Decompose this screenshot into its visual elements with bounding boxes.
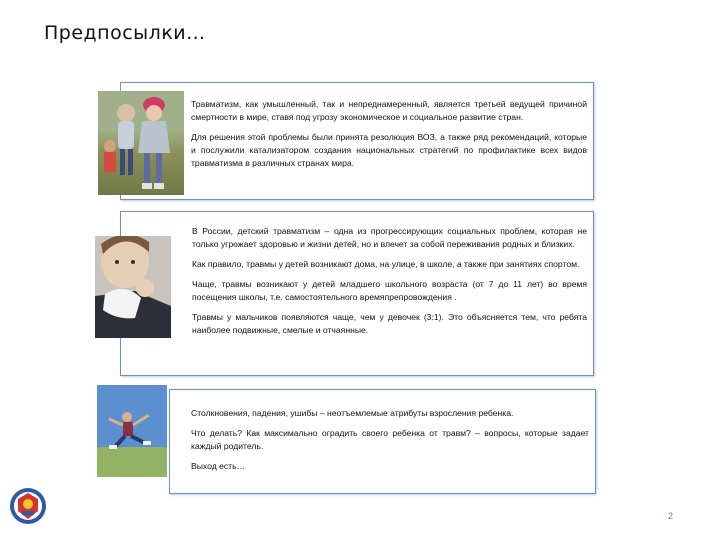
text-block-3: [169, 389, 596, 494]
paragraph: Столкновения, падения, ушибы – неотъемлемые атрибуты взросления ребенка.: [191, 408, 514, 418]
paragraph: Травматизм, как умышленный, так и непреднамеренный, является третьей ведущей причиной смертности в мире, ставя под угрозу экономическое и социальное развитие стран.: [191, 99, 587, 122]
paragraph: Чаще, травмы возникают у детей младшего школьного возраста (от 7 до 11 лет) во время посещения школы, т.е. самостоятельного времяпрепровождения .: [192, 279, 587, 302]
paragraph: Травмы у мальчиков появляются чаще, чем у девочек (3:1). Это объясняется тем, что ребята наиболее подвижные, смелые и отчаянные.: [192, 312, 587, 335]
text-block-1: [120, 82, 594, 200]
paragraph: Как правило, травмы у детей возникают дома, на улице, в школе, а также при занятиях спортом.: [192, 259, 580, 269]
organization-logo: [9, 487, 47, 525]
boy-jumping-photo: [97, 385, 167, 477]
slide-title: Предпосылки…: [44, 22, 206, 44]
paragraph: В России, детский травматизм – одна из прогрессирующих социальных проблем, которая не только угрожает здоровью и жизни детей, но и влечет за собой переживания родных и близких.: [192, 226, 587, 249]
paragraph: Что делать? Как максимально оградить своего ребенка от травм? – вопросы, которые задает каждый родитель.: [191, 428, 589, 451]
paragraph: Выход есть…: [191, 461, 246, 471]
text-block-2: [120, 211, 594, 376]
paragraph: Для решения этой проблемы были принята резолюция ВОЗ, а также ряд рекомендаций, которые и послужили катализатором создания национальных стратегий по профилактике всех видов травматизма в различных странах мира.: [191, 132, 587, 168]
page-number: 2: [668, 511, 674, 521]
child-with-cast-photo: [95, 236, 171, 338]
children-rollerblading-photo: [98, 91, 184, 195]
